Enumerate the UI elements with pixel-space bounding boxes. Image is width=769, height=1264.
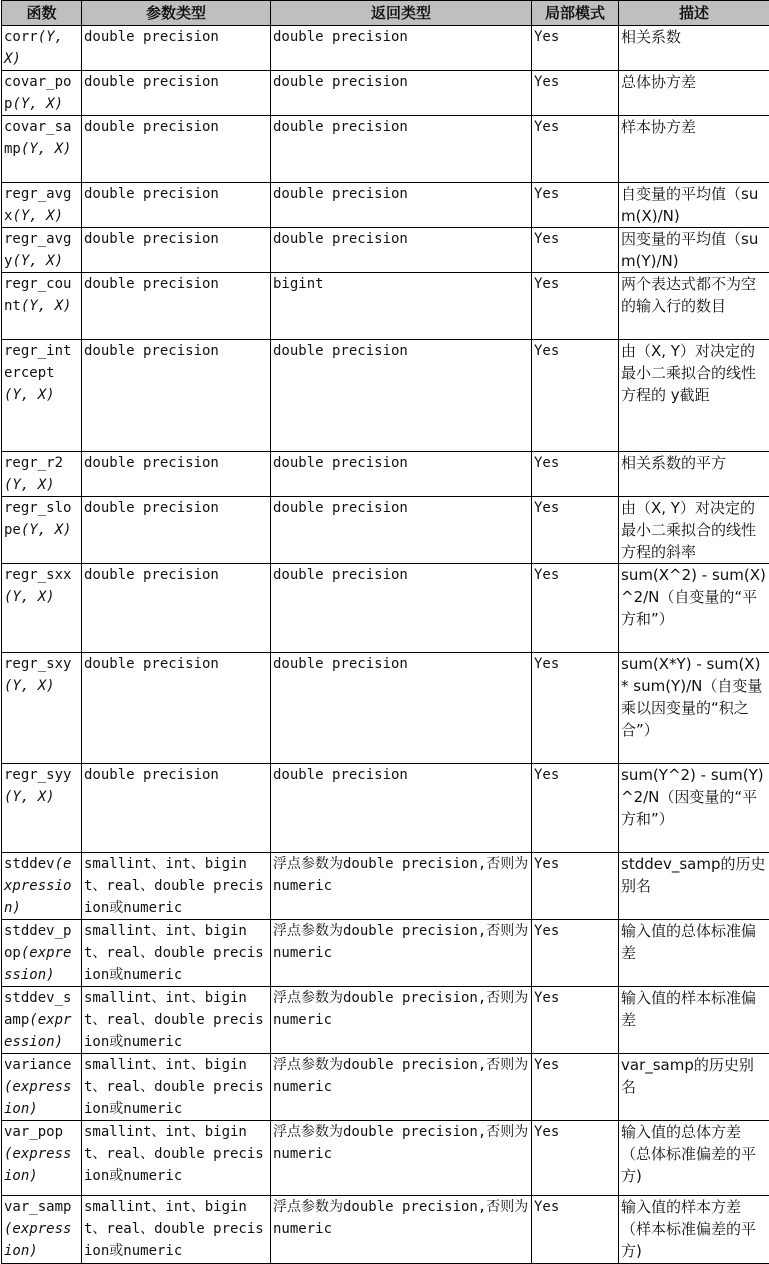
function-name: stddev_samp (4, 990, 71, 1028)
function-args: (Y, X) (4, 387, 55, 403)
function-name: regr_syy (4, 767, 71, 783)
table-row (2, 764, 769, 853)
function-name: regr_intercept (4, 343, 71, 381)
partial-mode-cell: Yes (532, 26, 619, 71)
header-partial-mode: 局部模式 (532, 1, 619, 26)
argument-type-cell: double precision (82, 183, 271, 228)
description-cell: 由（X, Y）对决定的最小二乘拟合的线性方程的 y截距 (619, 340, 769, 452)
return-type-cell: double precision (271, 116, 532, 183)
function-cell (2, 1196, 82, 1264)
function-args: (Y, X) (12, 208, 63, 224)
partial-mode-cell: Yes (532, 71, 619, 116)
argument-type-cell: smallint、int、bigint、real、double precision或numeric (82, 920, 271, 987)
function-args: (Y, X) (4, 678, 55, 694)
function-name: variance (4, 1057, 71, 1073)
function-args: (expression) (4, 856, 71, 916)
function-cell (2, 71, 82, 116)
return-type-cell: double precision (271, 564, 532, 653)
partial-mode-cell: Yes (532, 116, 619, 183)
partial-mode-cell: Yes (532, 564, 619, 653)
function-args: (Y, X) (21, 141, 72, 157)
function-name: stddev (4, 856, 55, 872)
argument-type-cell: double precision (82, 452, 271, 497)
table-row (2, 987, 769, 1054)
function-cell (2, 1054, 82, 1121)
function-name: regr_avgx (4, 186, 71, 224)
argument-type-cell: smallint、int、bigint、real、double precision或numeric (82, 853, 271, 920)
header-description: 描述 (619, 1, 769, 26)
table-row (2, 452, 769, 497)
return-type-cell: double precision (271, 764, 532, 853)
description-cell: stddev_samp的历史别名 (619, 853, 769, 920)
description-cell: var_samp的历史别名 (619, 1054, 769, 1121)
argument-type-cell: smallint、int、bigint、real、double precision或numeric (82, 987, 271, 1054)
argument-type-cell: double precision (82, 116, 271, 183)
return-type-cell: double precision (271, 228, 532, 273)
table-row (2, 564, 769, 653)
argument-type-cell: double precision (82, 273, 271, 340)
function-name: regr_sxx (4, 567, 71, 583)
function-cell (2, 26, 82, 71)
description-cell: 输入值的总体标准偏差 (619, 920, 769, 987)
table-row (2, 1121, 769, 1196)
partial-mode-cell: Yes (532, 1121, 619, 1196)
description-cell: 自变量的平均值（sum(X)/N) (619, 183, 769, 228)
argument-type-cell: double precision (82, 340, 271, 452)
return-type-cell: double precision (271, 452, 532, 497)
table-row (2, 653, 769, 764)
partial-mode-cell: Yes (532, 452, 619, 497)
table-body (2, 26, 769, 1264)
function-name: stddev_pop (4, 923, 71, 961)
function-args: (expression) (4, 1221, 71, 1259)
function-args: (Y, X) (4, 29, 63, 67)
header-argument-type: 参数类型 (82, 1, 271, 26)
return-type-cell: 浮点参数为double precision,否则为numeric (271, 1054, 532, 1121)
function-args: (Y, X) (21, 298, 72, 314)
argument-type-cell: double precision (82, 26, 271, 71)
function-name: regr_slope (4, 500, 71, 538)
function-name: var_samp (4, 1199, 71, 1215)
function-args: (expression) (4, 1079, 71, 1117)
description-cell: 输入值的样本标准偏差 (619, 987, 769, 1054)
argument-type-cell: double precision (82, 564, 271, 653)
function-args: (Y, X) (4, 789, 55, 805)
table-row (2, 340, 769, 452)
function-name: covar_pop (4, 74, 71, 112)
partial-mode-cell: Yes (532, 1054, 619, 1121)
table-row (2, 920, 769, 987)
partial-mode-cell: Yes (532, 987, 619, 1054)
function-cell (2, 497, 82, 564)
description-cell: 输入值的样本方差（样本标准偏差的平方) (619, 1196, 769, 1264)
function-cell (2, 653, 82, 764)
partial-mode-cell: Yes (532, 228, 619, 273)
table-row (2, 26, 769, 71)
header-return-type: 返回类型 (271, 1, 532, 26)
partial-mode-cell: Yes (532, 764, 619, 853)
function-name: regr_sxy (4, 656, 71, 672)
table-row (2, 228, 769, 273)
return-type-cell: double precision (271, 653, 532, 764)
argument-type-cell: smallint、int、bigint、real、double precision或numeric (82, 1054, 271, 1121)
argument-type-cell: double precision (82, 497, 271, 564)
function-args: (Y, X) (4, 477, 55, 493)
function-args: (expression) (4, 1146, 71, 1184)
partial-mode-cell: Yes (532, 183, 619, 228)
argument-type-cell: double precision (82, 71, 271, 116)
partial-mode-cell: Yes (532, 1196, 619, 1264)
return-type-cell: 浮点参数为double precision,否则为numeric (271, 920, 532, 987)
partial-mode-cell: Yes (532, 273, 619, 340)
header-function: 函数 (2, 1, 82, 26)
return-type-cell: 浮点参数为double precision,否则为numeric (271, 853, 532, 920)
function-cell (2, 452, 82, 497)
return-type-cell: 浮点参数为double precision,否则为numeric (271, 987, 532, 1054)
argument-type-cell: double precision (82, 228, 271, 273)
description-cell: 两个表达式都不为空的输入行的数目 (619, 273, 769, 340)
description-cell: sum(X^2) - sum(X)^2/N（自变量的“平方和”） (619, 564, 769, 653)
function-cell (2, 340, 82, 452)
function-cell (2, 564, 82, 653)
return-type-cell: double precision (271, 71, 532, 116)
function-cell (2, 853, 82, 920)
description-cell: 样本协方差 (619, 116, 769, 183)
table-row (2, 853, 769, 920)
table-row (2, 71, 769, 116)
argument-type-cell: double precision (82, 653, 271, 764)
description-cell: 相关系数的平方 (619, 452, 769, 497)
return-type-cell: double precision (271, 183, 532, 228)
partial-mode-cell: Yes (532, 920, 619, 987)
function-args: (Y, X) (21, 522, 72, 538)
function-name: corr (4, 29, 38, 45)
return-type-cell: 浮点参数为double precision,否则为numeric (271, 1196, 532, 1264)
return-type-cell: bigint (271, 273, 532, 340)
description-cell: 相关系数 (619, 26, 769, 71)
partial-mode-cell: Yes (532, 340, 619, 452)
table-row (2, 273, 769, 340)
function-args: (expression) (4, 1012, 71, 1050)
function-args: (expression) (4, 945, 71, 983)
description-cell: sum(X*Y) - sum(X) * sum(Y)/N（自变量乘以因变量的“积之合”） (619, 653, 769, 764)
function-cell (2, 1121, 82, 1196)
function-cell (2, 228, 82, 273)
partial-mode-cell: Yes (532, 653, 619, 764)
function-cell (2, 183, 82, 228)
function-cell (2, 764, 82, 853)
function-args: (Y, X) (4, 589, 55, 605)
argument-type-cell: smallint、int、bigint、real、double precision或numeric (82, 1121, 271, 1196)
header-row (2, 1, 769, 26)
function-name: regr_count (4, 276, 71, 314)
argument-type-cell: smallint、int、bigint、real、double precision或numeric (82, 1196, 271, 1264)
function-cell (2, 920, 82, 987)
partial-mode-cell: Yes (532, 853, 619, 920)
aggregate-functions-table (1, 0, 769, 1264)
description-cell: 总体协方差 (619, 71, 769, 116)
partial-mode-cell: Yes (532, 497, 619, 564)
description-cell: sum(Y^2) - sum(Y)^2/N（因变量的“平方和”） (619, 764, 769, 853)
function-name: regr_r2 (4, 455, 63, 471)
function-args: (Y, X) (12, 253, 63, 269)
table-row (2, 497, 769, 564)
function-cell (2, 273, 82, 340)
function-args: (Y, X) (12, 96, 63, 112)
return-type-cell: double precision (271, 340, 532, 452)
function-cell (2, 987, 82, 1054)
description-cell: 由（X, Y）对决定的最小二乘拟合的线性方程的斜率 (619, 497, 769, 564)
table-row (2, 1054, 769, 1121)
return-type-cell: 浮点参数为double precision,否则为numeric (271, 1121, 532, 1196)
function-name: var_pop (4, 1124, 63, 1140)
function-name: covar_samp (4, 119, 71, 157)
function-cell (2, 116, 82, 183)
return-type-cell: double precision (271, 497, 532, 564)
return-type-cell: double precision (271, 26, 532, 71)
table-row (2, 1196, 769, 1264)
table-row (2, 116, 769, 183)
argument-type-cell: double precision (82, 764, 271, 853)
function-name: regr_avgy (4, 231, 71, 269)
description-cell: 输入值的总体方差（总体标准偏差的平方) (619, 1121, 769, 1196)
description-cell: 因变量的平均值（sum(Y)/N) (619, 228, 769, 273)
table-row (2, 183, 769, 228)
